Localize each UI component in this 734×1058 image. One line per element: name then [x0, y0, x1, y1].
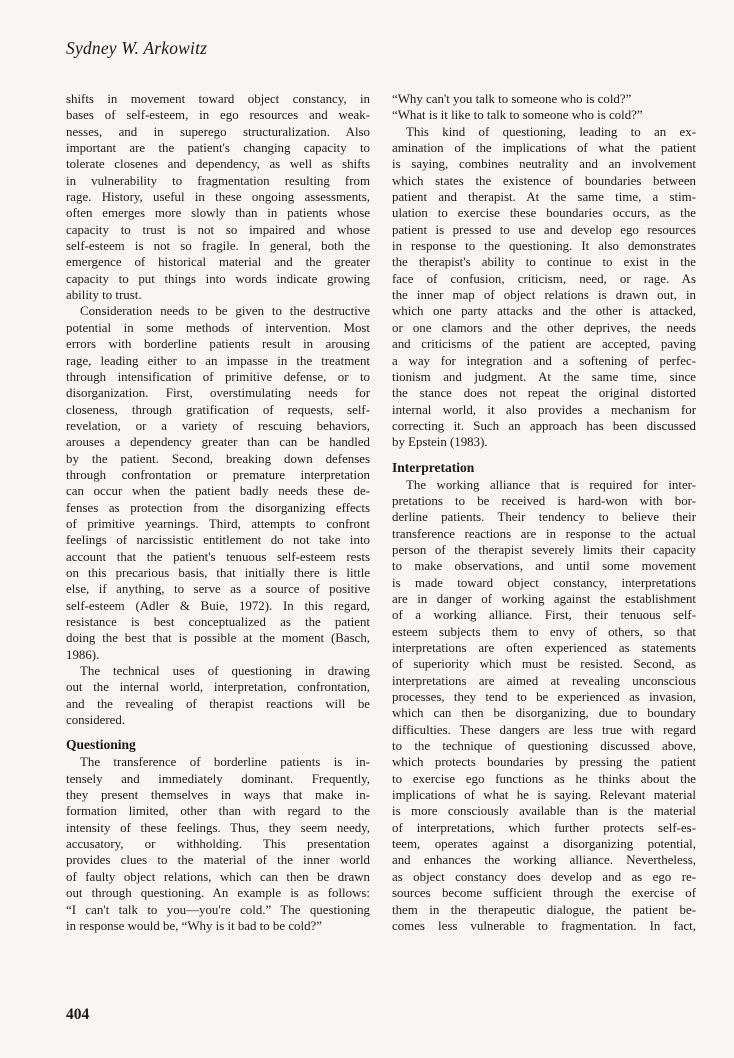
section-heading: Interpretation	[392, 459, 475, 475]
text-line: to the technique of questioning discussed above,	[392, 739, 696, 754]
text-line: ulation to exercise these boundaries occurs, as the	[392, 206, 696, 221]
text-line: to exercise ego functions as he thinks about the	[392, 771, 696, 786]
text-line: feelings of narcissistic entitlement do not take into	[66, 533, 370, 548]
text-line: The transference of borderline patients is in-	[80, 755, 370, 770]
text-line: to make observations, and until some movement	[392, 559, 696, 574]
text-line: account that the patient's tenuous self-esteem rests	[66, 549, 370, 564]
text-line: processes, they tend to be experienced as invasion,	[392, 690, 696, 705]
text-line: formation limited, other than with regard to the	[66, 804, 370, 819]
text-line: as object constancy does develop and as ego re-	[392, 869, 696, 884]
text-line: is more consciously available than is the material	[392, 804, 696, 819]
text-line: “I can't talk to you—you're cold.” The questioning	[66, 902, 370, 917]
text-line: out through questioning. An example is as follows:	[66, 886, 370, 901]
text-line: “What is it like to talk to someone who is cold?”	[392, 108, 643, 123]
text-line: they present themselves in ways that make in-	[66, 788, 370, 803]
text-line: intensity of these feelings. Thus, they seem needy,	[66, 820, 370, 835]
text-line: internal world, it also provides a mechanism for	[392, 402, 696, 417]
text-line: in response to the questioning. It also demonstrates	[392, 239, 696, 254]
text-line: bases of self-esteem, in ego resources and weak-	[66, 108, 370, 123]
right-column	[392, 91, 696, 934]
text-line: face of confusion, criticism, need, or rage. As	[392, 271, 696, 286]
text-line: by the patient. Second, breaking down defenses	[66, 451, 370, 466]
text-line: in vulnerability to fragmentation resulting from	[66, 173, 370, 188]
text-line: arouses a dependency greater than can be handled	[66, 435, 370, 450]
text-line: closeness, through gratification of requests, self-	[66, 402, 370, 417]
page-number: 404	[66, 1006, 90, 1023]
text-line: which one party attacks and the other is attacked,	[392, 304, 696, 319]
text-line: by Epstein (1983).	[392, 435, 488, 450]
text-line: rage. History, useful in these ongoing assessments,	[66, 190, 370, 205]
text-line: derline patients. Their tendency to believe their	[392, 510, 696, 525]
running-head: Sydney W. Arkowitz	[66, 38, 208, 58]
text-line: a way for integration and a softening of perfec-	[392, 353, 696, 368]
text-line: of superiority which must be resisted. Second, as	[392, 657, 696, 672]
text-line: This kind of questioning, leading to an ex-	[406, 124, 696, 139]
text-line: shifts in movement toward object constancy, in	[66, 92, 370, 106]
text-line: through confrontation or premature interpretation	[66, 467, 370, 482]
text-line: are in danger of working against the establishment	[392, 591, 696, 606]
text-line: through intensification of primitive defense, or to	[66, 369, 370, 384]
text-line: out the internal world, interpretation, confrontation,	[66, 680, 370, 695]
text-line: implications of what he is saying. Relevant material	[392, 788, 696, 803]
text-line: sources become sufficient through the exercise of	[392, 886, 696, 901]
text-line: correcting it. Such an approach has been discussed	[392, 418, 696, 433]
text-line: person of the therapist severely limits their capacity	[392, 542, 696, 557]
text-line: esteem subjects them to envy of others, so that	[392, 624, 696, 639]
text-line: revelation, or a variety of rescuing behaviors,	[66, 418, 370, 433]
text-line: interpretations are aimed at revealing unconscious	[392, 673, 696, 688]
text-line: and criticisms of the patient are accepted, paving	[392, 337, 696, 352]
text-line: which can then be disorganizing, due to boundary	[392, 706, 696, 721]
text-line: is made toward object constancy, interpretations	[392, 575, 696, 590]
text-line: of a working alliance. First, their tenuous self-	[392, 608, 696, 623]
text-line: capacity to put things into words indicate growing	[66, 271, 370, 286]
text-line: 1986).	[66, 647, 100, 662]
text-line: teem, operates against a disorganizing potential,	[392, 837, 696, 852]
text-line: considered.	[66, 713, 126, 728]
text-line: interpretations are often experienced as statements	[392, 641, 696, 655]
text-line: nesses, and in superego structuralization. Also	[66, 124, 370, 139]
left-column	[66, 91, 370, 934]
text-line: comes less vulnerable to fragmentation. In fact,	[392, 918, 696, 933]
text-line: provides clues to the material of the inner world	[66, 853, 370, 868]
text-line: accusatory, or withholding. This presentation	[66, 837, 370, 852]
text-line: emergence of historical material and the greater	[66, 255, 370, 270]
text-line: “Why can't you talk to someone who is cold?”	[392, 92, 632, 106]
text-line: Consideration needs to be given to the destructive	[80, 304, 370, 319]
text-line: rage, leading either to an impasse in the treatment	[66, 353, 370, 368]
text-line: amination of the implications of what the patient	[392, 141, 696, 156]
text-line: The working alliance that is required for inter-	[406, 477, 696, 492]
text-line: else, if anything, to serve as a source of positive	[66, 582, 370, 597]
text-line: is saying, combines neutrality and an involvement	[392, 157, 696, 172]
text-line: doing the best that is possible at the moment (Basch,	[66, 631, 370, 646]
text-line: of primitive yearnings. Third, attempts to confront	[66, 516, 370, 531]
text-line: the therapist's ability to continue to exist in the	[392, 255, 696, 270]
text-line: capacity to trust is not so impaired and whose	[66, 222, 370, 237]
section-heading: Questioning	[66, 737, 136, 753]
text-line: difficulties. These dangers are less true with regard	[392, 722, 696, 737]
text-line: pretations to be received is hard-won with bor-	[392, 493, 696, 508]
text-line: self-esteem is not so fragile. In general, both the	[66, 239, 370, 254]
text-line: and enhances the working alliance. Nevertheless,	[392, 853, 696, 868]
text-line: errors with borderline patients result in arousing	[66, 337, 370, 352]
text-line: the stance does not repeat the original distorted	[392, 386, 696, 401]
text-line: on this precarious basis, that initially there is little	[66, 565, 370, 580]
text-line: patient is pressed to use and develop ego resources	[392, 222, 696, 237]
text-line: the inner map of object relations is drawn out, in	[392, 288, 696, 303]
text-line: transference reactions are in response to the actual	[392, 526, 696, 541]
text-line: patient and therapist. At the same time, a stim-	[392, 190, 696, 205]
text-line: them in the therapeutic dialogue, the patient be-	[392, 902, 696, 917]
text-line: of faulty object relations, which can then be drawn	[66, 869, 370, 884]
text-line: which states the existence of boundaries between	[392, 173, 696, 188]
text-line: and the revealing of therapist reactions will be	[66, 696, 370, 711]
text-line: in response would be, “Why is it bad to be cold?”	[66, 918, 322, 933]
text-line: can occur when the patient badly needs these de-	[66, 484, 370, 499]
text-line: potential in some methods of intervention. Most	[66, 320, 370, 335]
text-line: self-esteem (Adler & Buie, 1972). In this regard,	[66, 598, 370, 613]
text-line: or one clamors and the other deprives, the needs	[392, 320, 696, 335]
text-line: disorganization. First, overstimulating needs for	[66, 386, 370, 401]
text-line: The technical uses of questioning in drawing	[80, 664, 370, 679]
text-line: resistance is best conceptualized as the patient	[66, 615, 370, 629]
text-line: often emerges more slowly than in patients whose	[66, 206, 370, 221]
text-line: tensely and immediately dominant. Frequently,	[66, 771, 370, 786]
text-line: important are the patient's changing capacity to	[66, 141, 370, 156]
text-line: which protects boundaries by pressing the patient	[392, 755, 696, 770]
text-line: of interpretations, which further protects self-es-	[392, 820, 696, 835]
text-line: tionism and judgment. At the same time, since	[392, 369, 696, 384]
text-line: tolerate closenes and dependency, as well as shifts	[66, 157, 370, 172]
text-line: ability to trust.	[66, 288, 142, 303]
text-line: fenses as protection from the disorganizing effects	[66, 500, 370, 515]
